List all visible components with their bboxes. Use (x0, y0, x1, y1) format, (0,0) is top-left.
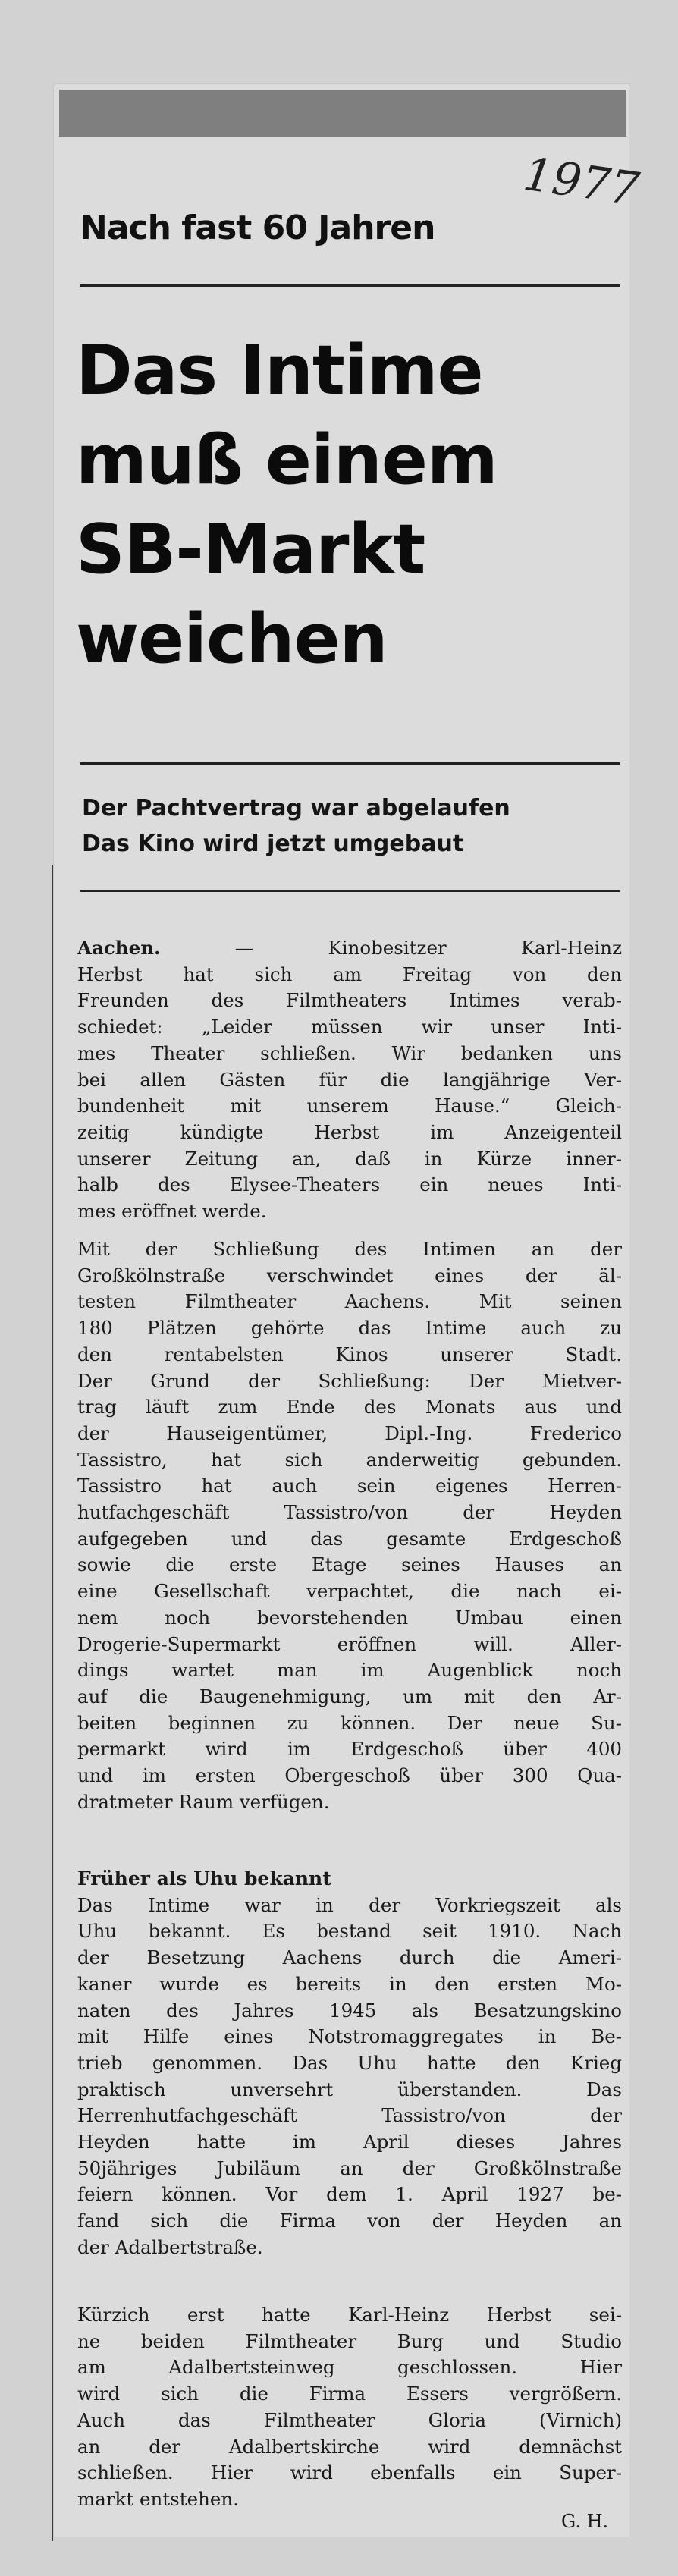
text-line: bei allen Gästen für die langjährige Ver- (77, 1068, 622, 1091)
text-line: markt entstehen. (77, 2487, 239, 2510)
text-line: Drogerie-Supermarkt eröffnen will. Aller- (77, 1632, 622, 1655)
text-line: Kürzich erst hatte Karl-Heinz Herbst sei- (77, 2304, 622, 2326)
text-line: der Hauseigentümer, Dipl.-Ing. Frederico (77, 1422, 622, 1444)
text-line: der Adalbertstraße. (77, 2235, 263, 2258)
paragraph-4 (77, 2302, 622, 2513)
text-line: trag läuft zum Ende des Monats aus und (77, 1396, 622, 1418)
handwritten-year: 1977 (519, 147, 642, 217)
text-line: — Kinobesitzer Karl-Heinz (160, 937, 622, 959)
text-line: dratmeter Raum verfügen. (77, 1790, 330, 1813)
text-line: Der Grund der Schließung: Der Mietver- (77, 1369, 622, 1392)
text-line: an der Adalbertskirche wird demnächst (77, 2435, 622, 2458)
headline-line: SB-Markt (76, 510, 425, 589)
text-line: den rentabelsten Kinos unserer Stadt. (77, 1343, 622, 1365)
text-line: auf die Baugenehmigung, um mit den Ar- (77, 1685, 622, 1707)
kicker: Nach fast 60 Jahren (80, 209, 435, 247)
subheadline (82, 790, 613, 862)
paragraph-3 (77, 1866, 622, 2261)
text-line: Das Intime war in der Vorkriegszeit als (77, 1893, 622, 1916)
text-line: halb des Elysee-Theaters ein neues Inti- (77, 1173, 622, 1196)
dateline: Aachen. (77, 937, 161, 959)
text-line: mit Hilfe eines Notstromaggregates in Be- (77, 2025, 622, 2048)
text-line: fand sich die Firma von der Heyden an (77, 2210, 622, 2232)
text-line: unserer Zeitung an, daß in Kürze inner- (77, 1147, 622, 1170)
text-line: Großkölnstraße verschwindet eines der äl- (77, 1264, 622, 1286)
text-line: Tassistro hat auch sein eigenes Herren- (77, 1475, 622, 1497)
text-line: 50jähriges Jubiläum an der Großkölnstraße (77, 2157, 622, 2179)
headline (76, 326, 622, 684)
subhead-line: Der Pachtvertrag war abgelaufen (82, 795, 510, 821)
text-line: eine Gesellschaft verpachtet, die nach ei- (77, 1580, 622, 1603)
crosshead: Früher als Uhu bekannt (77, 1868, 331, 1890)
text-line: am Adalbertsteinweg geschlossen. Hier (77, 2356, 622, 2379)
left-margin-line (52, 865, 53, 2541)
text-line: bundenheit mit unserem Hause.“ Gleich- (77, 1095, 622, 1117)
text-line: nem noch bevorstehenden Umbau einen (77, 1606, 622, 1629)
text-line: sowie die erste Etage seines Hauses an (77, 1553, 622, 1576)
text-line: 180 Plätzen gehörte das Intime auch zu (77, 1317, 622, 1340)
text-line: dings wartet man im Augenblick noch (77, 1659, 622, 1682)
text-line: schiedet: „Leider müssen wir unser Inti- (77, 1016, 622, 1038)
text-line: wird sich die Firma Essers vergrößern. (77, 2383, 622, 2405)
text-line: kaner wurde es bereits in den ersten Mo- (77, 1972, 622, 1995)
text-line: Heyden hatte im April dieses Jahres (77, 2131, 622, 2153)
divider-rule (80, 890, 620, 892)
paragraph-1 (77, 935, 622, 1225)
text-line: praktisch unversehrt überstanden. Das (77, 2078, 622, 2100)
text-line: schließen. Hier wird ebenfalls ein Super- (77, 2461, 622, 2484)
divider-rule (80, 762, 620, 765)
headline-line: muß einem (76, 420, 498, 500)
text-line: trieb genommen. Das Uhu hatte den Krieg (77, 2051, 622, 2074)
clipping-header-bar (59, 90, 626, 137)
text-line: ne beiden Filmtheater Burg und Studio (77, 2329, 622, 2352)
text-line: aufgegeben und das gesamte Erdgeschoß (77, 1527, 622, 1550)
text-line: Herrenhutfachgeschäft Tassistro/von der (77, 2104, 622, 2127)
text-line: Tassistro, hat sich anderweitig gebunden. (77, 1448, 622, 1471)
text-line: mes eröffnet werde. (77, 1200, 267, 1223)
divider-rule (80, 284, 620, 287)
text-line: mes Theater schließen. Wir bedanken uns (77, 1041, 622, 1064)
text-line: Uhu bekannt. Es bestand seit 1910. Nach (77, 1920, 622, 1943)
headline-line: Das Intime (76, 331, 483, 410)
paragraph-2 (77, 1236, 622, 1815)
text-line: hutfachgeschäft Tassistro/von der Heyden (77, 1501, 622, 1524)
text-line: und im ersten Obergeschoß über 300 Qua- (77, 1764, 622, 1787)
text-line: naten des Jahres 1945 als Besatzungskino (77, 1999, 622, 2022)
text-line: permarkt wird im Erdgeschoß über 400 (77, 1738, 622, 1761)
author-signature: G. H. (561, 2511, 609, 2532)
text-line: testen Filmtheater Aachens. Mit seinen (77, 1290, 622, 1313)
text-line: der Besetzung Aachens durch die Ameri- (77, 1946, 622, 1969)
text-line: zeitig kündigte Herbst im Anzeigenteil (77, 1120, 622, 1143)
text-line: beiten beginnen zu können. Der neue Su- (77, 1711, 622, 1734)
text-line: Mit der Schließung des Intimen an der (77, 1238, 622, 1260)
text-line: Freunden des Filmtheaters Intimes verab- (77, 989, 622, 1012)
text-line: Auch das Filmtheater Gloria (Virnich) (77, 2408, 622, 2431)
subhead-line: Das Kino wird jetzt umgebaut (82, 831, 464, 857)
text-line: feiern können. Vor dem 1. April 1927 be- (77, 2183, 622, 2206)
headline-line: weichen (76, 599, 388, 679)
text-line: Herbst hat sich am Freitag von den (77, 963, 622, 985)
